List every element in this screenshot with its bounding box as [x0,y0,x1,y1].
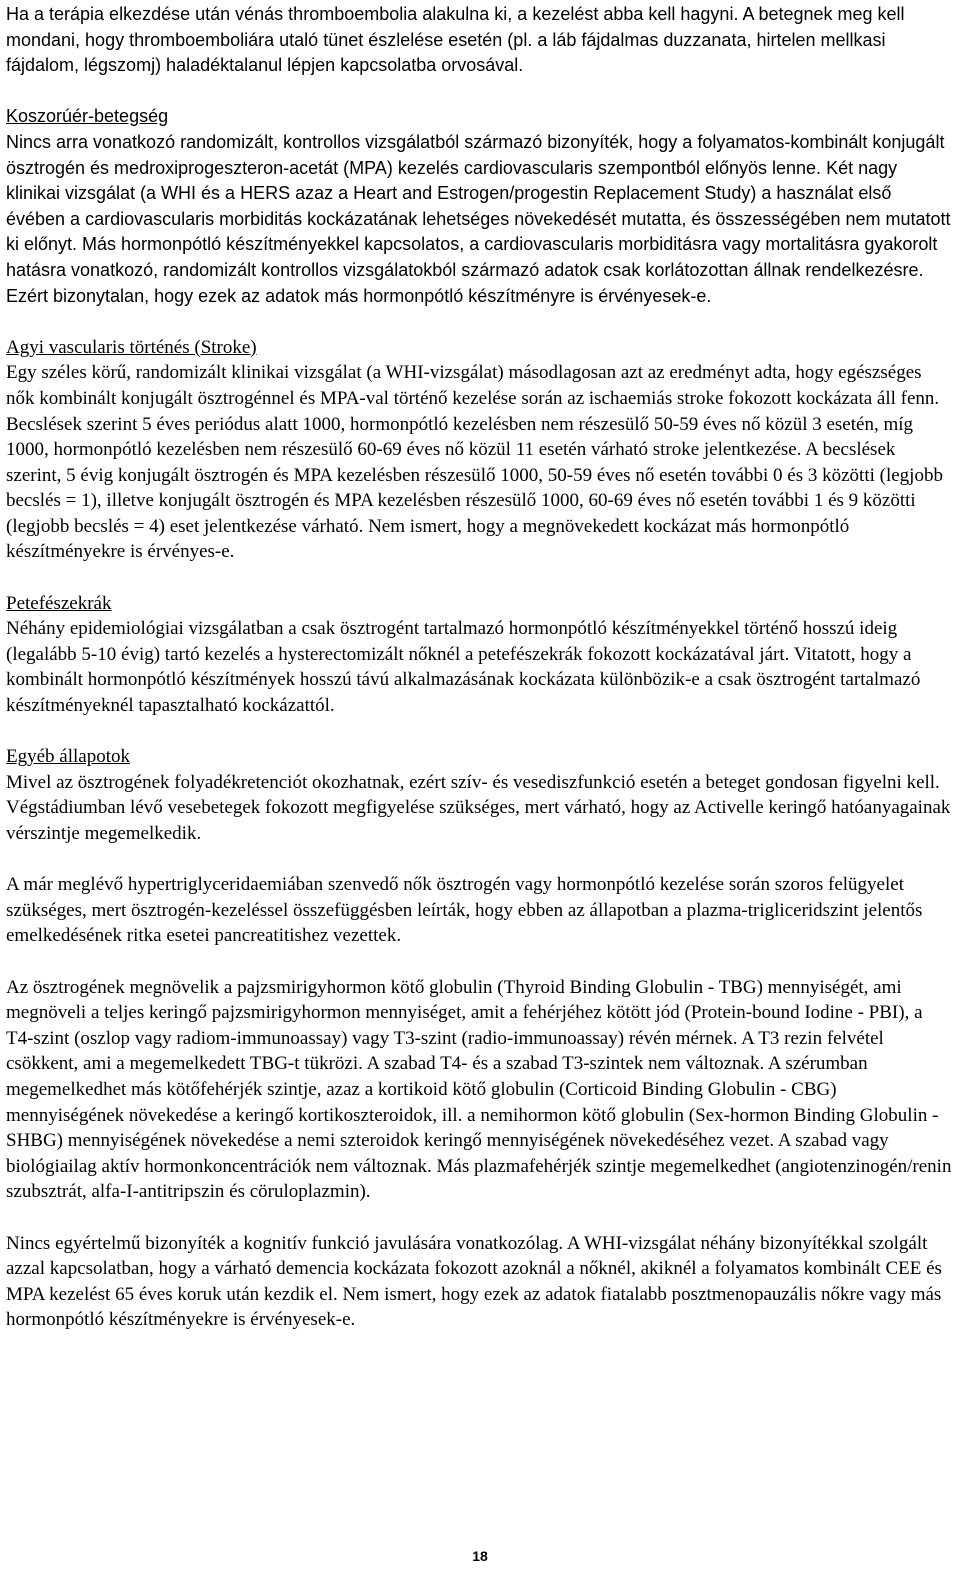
paragraph-cognitive-function: Nincs egyértelmű bizonyíték a kognitív funkció javulására vonatkozólag. A WHI-vizsgálat néhány bizonyítékkal szolgált azzal kapcsolatban, hogy a várható demencia kockázata fokozott azoknál a nőknél, akiknél a folyamatos kombinált CEE és MPA kezelést 65 éves koruk után kezdik el. Nem ismert, hogy ezek az adatok fiatalabb posztmenopauzális nőkre vagy más hormonpótló készítményekre is érvényesek-e. [6,1232,942,1331]
paragraph-binding-globulins: Az ösztrogének megnövelik a pajzsmirigyhormon kötő globulin (Thyroid Binding Globulin - TBG) mennyiségét, ami megnöveli a teljes keringő pajzsmirigyhormon mennyiséget, amit a fehérjéhez kötött jód (Protein-bound Iodine - PBI), a T4-szint (oszlop vagy radiom-immunoassay) vagy T3-szint (radio-immunoassay) révén mérnek. A T3 rezin felvétel csökkent, ami a megemelkedett TBG-t tükrözi. A szabad T4- és a szabad T3-szintek nem változnak. A szérumban megemelkedhet más kötőfehérjék szintje, azaz a kortikoid kötő globulin (Corticoid Binding Globulin - CBG) mennyiségének növekedése a keringő kortikoszteroidok, ill. a nemihormon kötő globulin (Sex-hormon Binding Globulin - SHBG) mennyiségének növekedése a nemi szteroidok keringő mennyiségének növekedéséhez vezet. A szabad vagy biológiailag aktív hormonkoncentrációk nem változnak. Más plazmafehérjék szintje megemelkedhet (angiotenzinogén/renin szubsztrát, alfa-I-antitripszin és cöruloplazmin). [6,976,952,1203]
section-coronary [6,104,954,309]
section-heading: Egyéb állapotok [6,746,130,768]
section-stroke [6,335,954,565]
page-number: 18 [472,1548,488,1564]
section-heading: Koszorúér-betegség [6,106,169,127]
section-ovarian-cancer [6,591,954,719]
section-heading: Agyi vascularis történés (Stroke) [6,336,257,358]
section-other-conditions [6,744,954,846]
section-body: Néhány epidemiológiai vizsgálatban a csak ösztrogént tartalmazó hormonpótló készítményekkel történő hosszú ideig (legalább 5-10 évig) tartó kezelés a hysterectomizált nőknél a petefészekrák fokozott kockázatával járt. Vitatott, hogy a kombinált hormonpótló készítmények hosszú távú alkalmazásának kockázata különbözik-e a csak ösztrogént tartalmazó készítményeknél tapasztalható kockázattól. [6,618,921,717]
section-body: Egy széles körű, randomizált klinikai vizsgálat (a WHI-vizsgálat) másodlagosan azt az eredményt adta, hogy egészséges nők kombinált konjugált ösztrogénnel és MPA-val történő kezelése során az ischaemiás stroke fokozott kockázata áll fenn. Becslések szerint 5 éves periódus alatt 1000, hormonpótló kezelésben nem részesülő 50-59 éves nő közül 3 esetén, míg 1000, hormonpótló kezelésben nem részesülő 60-69 éves nő közül 11 esetén várható stroke jelentkezése. A becslések szerint, 5 évig konjugált ösztrogén és MPA kezelésben részesülő 1000, 50-59 éves nő esetén további 0 és 3 közötti (legjobb becslés = 1), illetve konjugált ösztrogén és MPA kezelésben részesülő 1000, 60-69 éves nő esetén további 1 és 9 közötti (legjobb becslés = 4) eset jelentkezése várható. Nem ismert, hogy a megnövekedett kockázat más hormonpótló készítményekre is érvényes-e. [6,362,943,563]
section-body: Mivel az ösztrogének folyadékretenciót okozhatnak, ezért szív- és vesediszfunkció esetén a beteget gondosan figyelni kell. Végstádiumban lévő vesebetegek fokozott megfigyelése szükséges, mert várható, hogy az Activelle keringő hatóanyagainak vérszintje megemelkedik. [6,771,951,844]
document-page [6,2,954,1358]
section-heading: Petefészekrák [6,592,112,614]
intro-paragraph: Ha a terápia elkezdése után vénás thromboembolia alakulna ki, a kezelést abba kell hagyni. A betegnek meg kell mondani, hogy thromboemboliára utaló tünet észlelése esetén (pl. a láb fájdalmas duzzanata, hirtelen mellkasi fájdalom, légszomj) haladéktalanul lépjen kapcsolatba orvosával. [6,4,905,76]
section-body: Nincs arra vonatkozó randomizált, kontrollos vizsgálatból származó bizonyíték, hogy a folyamatos-kombinált konjugált ösztrogén és medroxiprogeszteron-acetát (MPA) kezelés cardiovascularis szempontból előnyös lenne. Két nagy klinikai vizsgálat (a WHI és a HERS azaz a Heart and Estrogen/progestin Replacement Study) a használat első évében a cardiovascularis morbiditás kockázatának lehetséges növekedését mutatta, és összességében nem mutatott ki előnyt. Más hormonpótló készítményekkel kapcsolatos, a cardiovascularis morbiditásra vagy mortalitásra gyakorolt hatásra vonatkozó, randomizált kontrollos vizsgálatokból származó adatok csak korlátozottan állnak rendelkezésre. Ezért bizonytalan, hogy ezek az adatok más hormonpótló készítményre is érvényesek-e. [6,131,951,306]
paragraph-hypertriglyceridaemia: A már meglévő hypertriglyceridaemiában szenvedő nők ösztrogén vagy hormonpótló kezelése során szoros felügyelet szükséges, mert ösztrogén-kezeléssel összefüggésben leírták, hogy ebben az állapotban a plazma-trigliceridszint jelentős emelkedésének ritka esetei pancreatitishez vezettek. [6,874,923,947]
